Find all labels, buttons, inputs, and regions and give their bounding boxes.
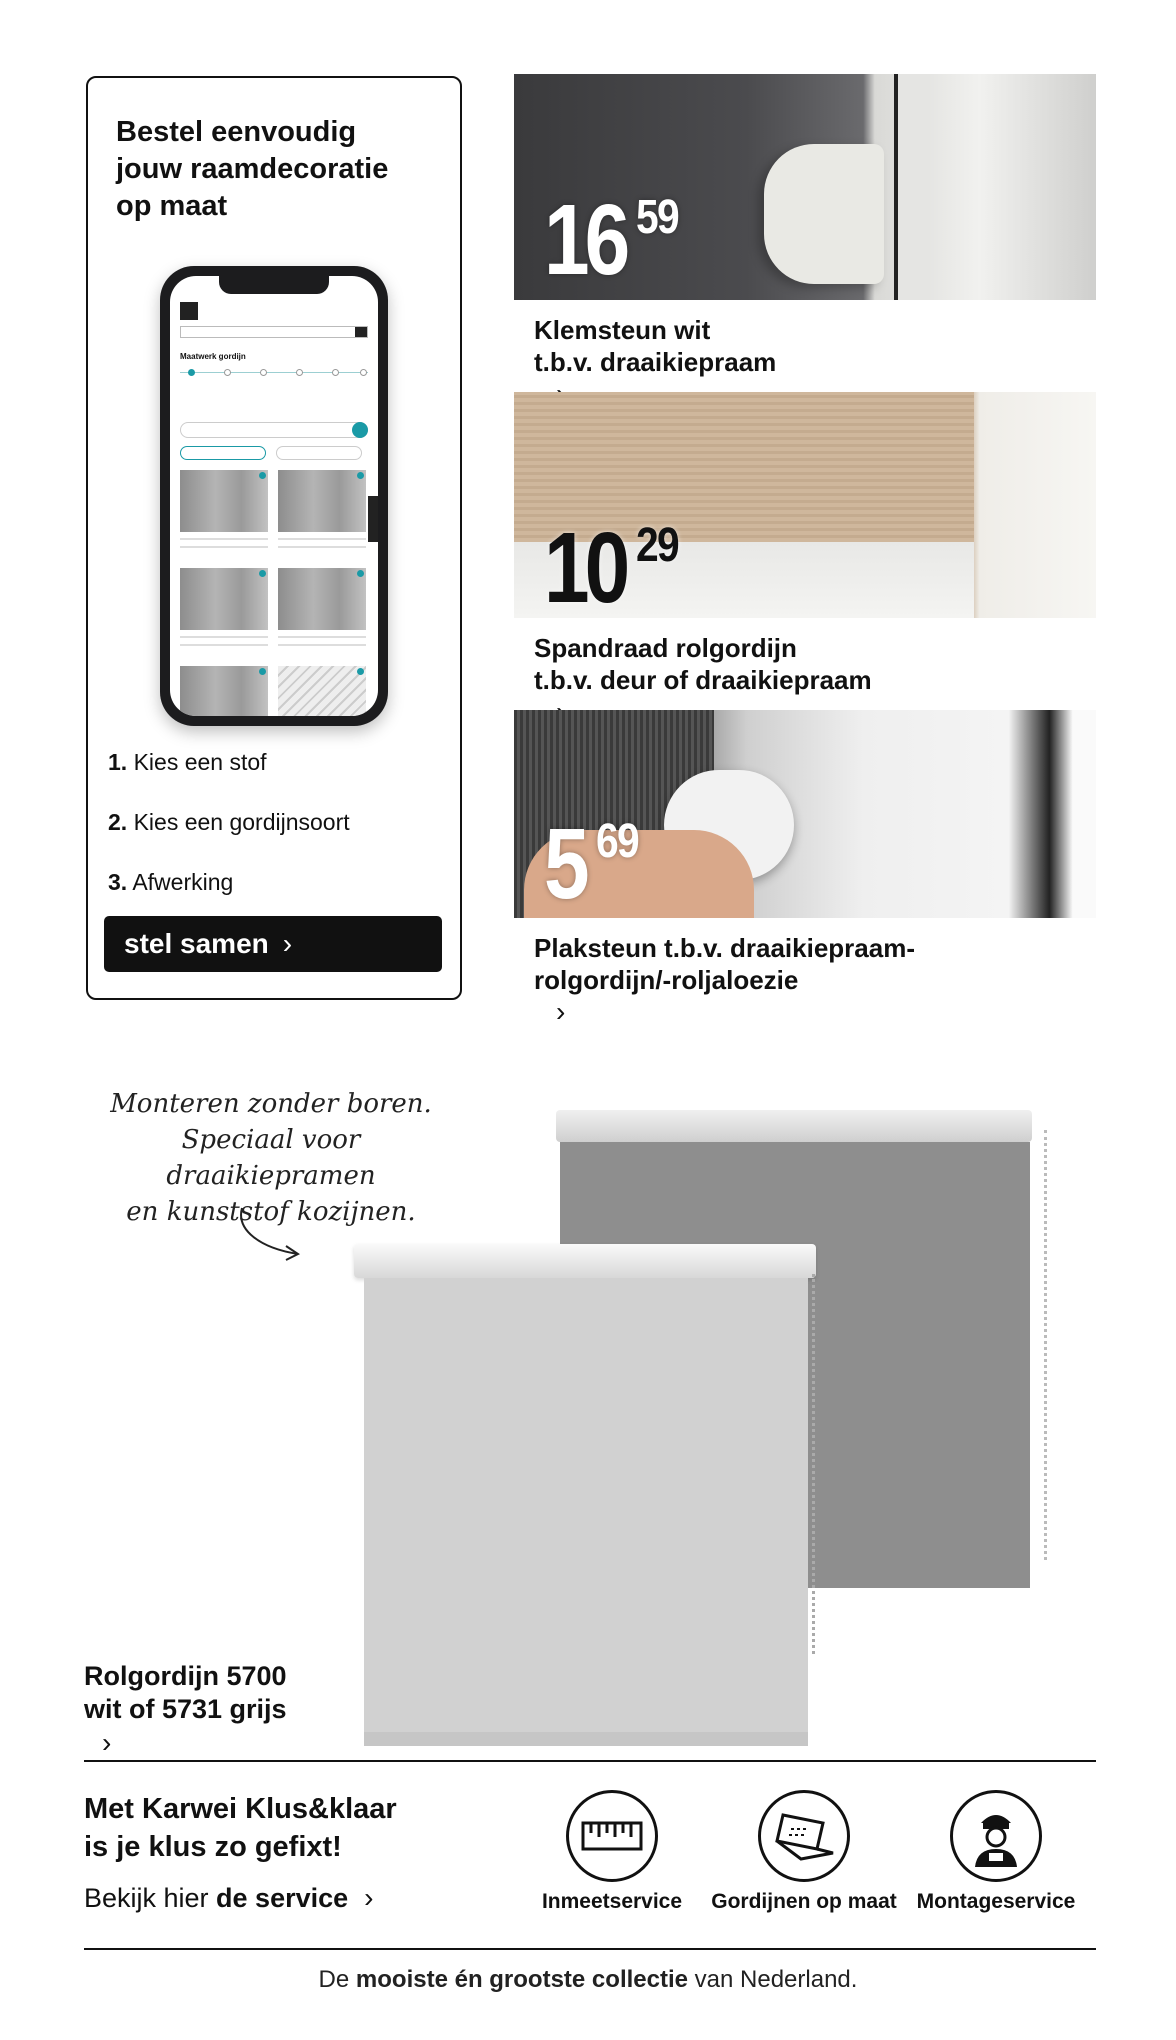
step-item: 3. Afwerking — [108, 869, 234, 895]
product-photo-plaksteun — [514, 710, 1096, 918]
product-title-line: Spandraad rolgordijn — [534, 633, 797, 663]
stel-samen-button[interactable] — [104, 916, 442, 972]
product-link-plaksteun[interactable] — [534, 932, 915, 1028]
price-tag: 5 69 — [544, 808, 638, 918]
hero-title-line: wit of 5731 grijs › — [84, 1694, 287, 1758]
phone-sort-pill — [276, 446, 362, 460]
phone-notch — [219, 276, 329, 294]
product-photo-spandraad — [514, 392, 1096, 618]
step-item: 1. Kies een stof — [108, 749, 267, 775]
configurator-card — [86, 76, 462, 1000]
phone-step-indicator — [180, 372, 368, 380]
phone-screen-title: Maatwerk gordijn — [180, 352, 246, 361]
phone-fabric-swatch — [278, 666, 366, 716]
phone-swatch-caption — [278, 538, 366, 548]
price-tag: 16 59 — [544, 184, 678, 296]
phone-search-bar — [180, 326, 368, 338]
service-label: Montageservice — [916, 1890, 1076, 1913]
product-title-line: rolgordijn/-roljaloezie › — [534, 964, 915, 1028]
phone-mockup — [160, 266, 388, 726]
phone-fabric-swatch — [180, 568, 268, 630]
phone-app-header — [180, 300, 368, 336]
service-label: Inmeetservice — [541, 1890, 683, 1913]
divider — [84, 1760, 1096, 1762]
chevron-right-icon: › — [364, 1882, 374, 1913]
card-title-line: op maat — [116, 190, 228, 222]
phone-filter-pill — [180, 446, 266, 460]
service-title: Met Karwei Klus&klaar is je klus zo gefixt! — [84, 1793, 397, 1863]
service-item-montage[interactable] — [896, 1790, 1096, 1914]
product-title-line: Klemsteun wit — [534, 315, 711, 345]
price-tag: 10 29 — [544, 512, 678, 618]
phone-swatch-caption — [180, 538, 268, 548]
phone-screen — [170, 276, 378, 716]
service-label: Gordijnen op maat — [711, 1890, 897, 1913]
hero-product-link[interactable] — [84, 1660, 287, 1759]
phone-fabric-swatch — [278, 470, 366, 532]
divider — [84, 1948, 1096, 1950]
card-title — [116, 114, 436, 225]
phone-swatch-caption — [180, 636, 268, 646]
product-title-line: Plaksteun t.b.v. draaikiepraam- — [534, 933, 915, 963]
chevron-right-icon: › — [102, 1727, 112, 1758]
handwritten-note: Monteren zonder boren. Speciaal voor draaikiepramen en kunststof kozijnen. — [110, 1089, 432, 1227]
service-link[interactable]: Bekijk hier de service › — [84, 1882, 374, 1913]
phone-fabric-swatch — [180, 666, 268, 716]
footer-tagline: De mooiste én grootste collectie van Nederland. — [318, 1966, 858, 1993]
service-item-gordijnen[interactable] — [704, 1790, 904, 1914]
curved-arrow-icon — [236, 1204, 306, 1264]
cta-label: stel samen — [124, 928, 269, 959]
step-item: 2. Kies een gordijnsoort — [108, 809, 350, 835]
card-title-line: jouw raamdecoratie — [116, 153, 389, 185]
product-title-line: t.b.v. draaikiepraam — [534, 346, 776, 410]
service-item-inmeet[interactable] — [512, 1790, 712, 1914]
product-photo-klemsteun — [514, 74, 1096, 300]
phone-swatch-caption — [278, 636, 366, 646]
chevron-right-icon: › — [282, 928, 293, 959]
phone-fabric-swatch — [278, 568, 366, 630]
karwei-logo-icon — [180, 302, 198, 320]
phone-feedback-tab — [368, 496, 378, 542]
phone-fabric-swatch — [180, 470, 268, 532]
hero-title-line: Rolgordijn 5700 — [84, 1661, 287, 1691]
measuring-tape-icon — [566, 1790, 658, 1882]
product-title-line: t.b.v. deur of draaikiepraam — [534, 664, 872, 728]
card-title-line: Bestel eenvoudig — [116, 116, 357, 148]
chevron-right-icon: › — [556, 996, 566, 1027]
handyman-icon — [950, 1790, 1042, 1882]
laptop-icon — [758, 1790, 850, 1882]
phone-input-field — [180, 422, 368, 438]
